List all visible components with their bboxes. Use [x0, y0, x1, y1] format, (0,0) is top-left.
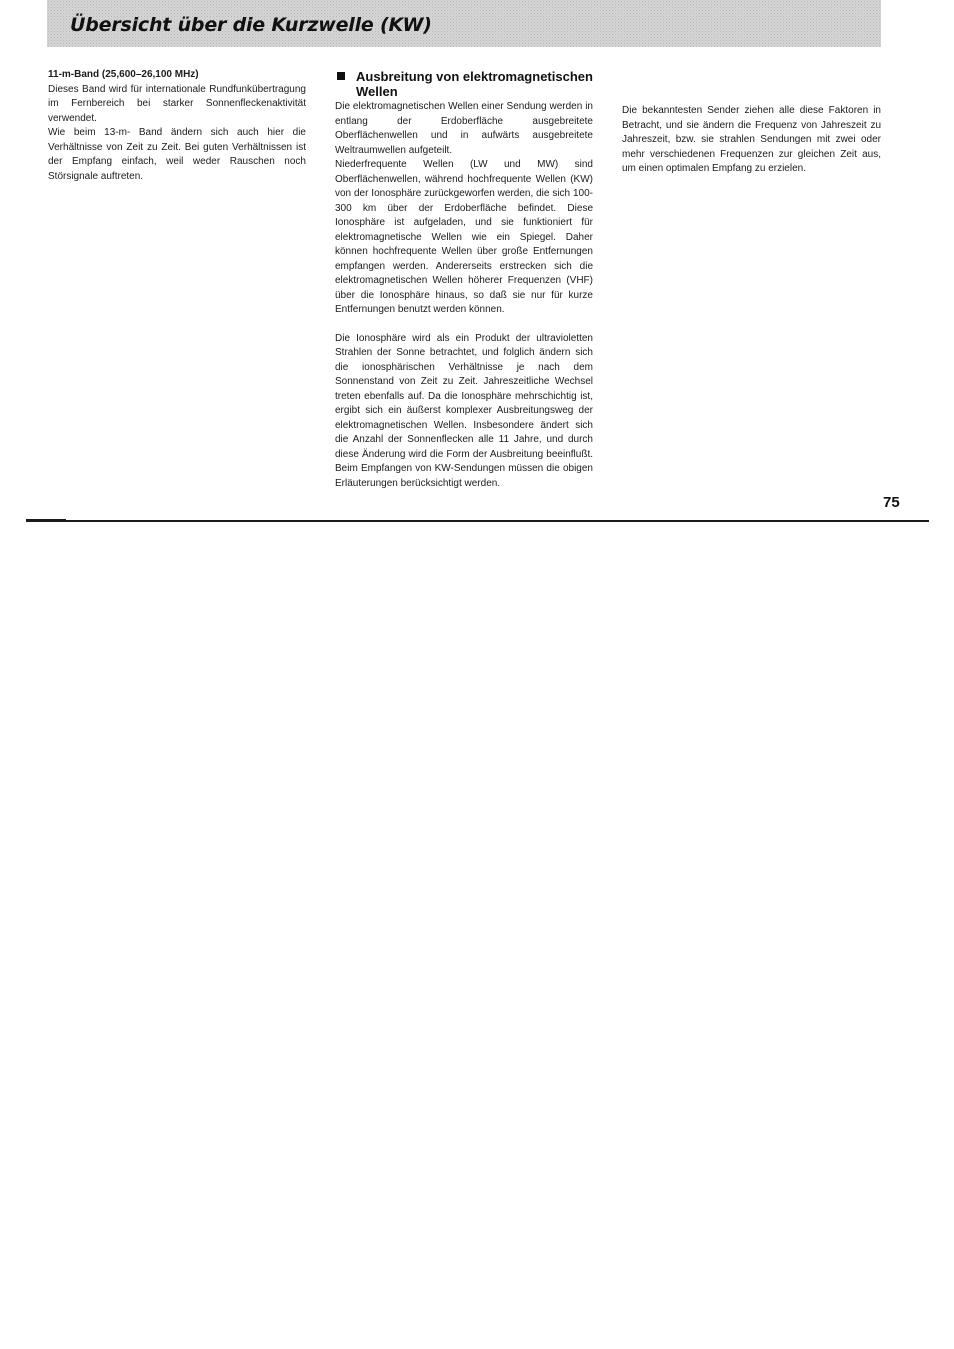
square-bullet-icon — [337, 72, 345, 80]
column-right — [622, 104, 881, 177]
paragraph: Die Ionosphäre wird als ein Produkt der ultravioletten Strahlen der Sonne betrachtet, und folglich ändern sich die ionosphärischen Verhältnisse je nach dem Sonnenstand von Zeit zu Zeit. Jahreszeitliche Wechsel treten ebenfalls auf. Da die Ionosphäre mehrschichtig ist, ergibt sich ein äußerst komplexer Ausbreitungsweg der elektromagnetischen Wellen. Insbesondere ändert sich die Anzahl der Sonnenflecken alle 11 Jahre, und durch diese Änderung wird die Form der Ausbreitung beeinflußt. Beim Empfangen von KW-Sendungen müssen die obigen Erläuterungen berücksichtigt werden. — [335, 332, 593, 489]
footer-rule — [26, 520, 929, 522]
page-number: 75 — [883, 494, 900, 511]
paragraph: Die elektromagnetischen Wellen einer Sendung werden in entlang der Erdoberfläche ausgebreitete Oberflächenwellen und in aufwärts ausgebreitete Weltraumwellen aufgeteilt. — [335, 101, 593, 156]
paragraph: Niederfrequente Wellen (LW und MW) sind Oberflächenwellen, während hochfrequente Wellen (KW) von der Ionosphäre zurückgeworfen werden, die sich 100-300 km über der Erdoberfläche befindet. Diese Ionosphäre ist aufgeladen, und sie funktioniert für elektromagnetische Wellen wie ein Spiegel. Daher können hochfrequente Wellen über große Entfernungen empfangen werden. Andererseits erstrecken sich die elektromagnetischen Wellen höherer Frequenzen (VHF) über die Ionosphäre hinaus, so daß sie nur für kurze Entfernungen benutzt werden können. — [335, 159, 593, 315]
footer-rule-accent — [26, 519, 66, 522]
paragraph: Wie beim 13-m- Band ändern sich auch hier die Verhältnisse von Zeit zu Zeit. Bei guten Verhältnissen ist der Empfang einfach, weil weder Rauschen noch Störsignale auftreten. — [48, 127, 306, 182]
page-title: Übersicht über die Kurzwelle (KW) — [70, 14, 432, 36]
section-heading — [335, 69, 593, 99]
band-subheading: 11-m-Band (25,600–26,100 MHz) — [48, 69, 199, 80]
paragraph-gap — [335, 318, 593, 332]
paragraph: Dieses Band wird für internationale Rundfunkübertragung im Fernbereich bei starker Sonnenfleckenaktivität verwendet. — [48, 83, 306, 124]
column-middle — [335, 69, 593, 491]
section-heading-text: Ausbreitung von elektromagnetischen Wellen — [356, 69, 593, 99]
column-left — [48, 68, 306, 184]
paragraph: Die bekanntesten Sender ziehen alle diese Faktoren in Betracht, und sie ändern die Frequenz von Jahreszeit zu Jahreszeit, bzw. sie strahlen Sendungen mit zwei oder mehr verschiedenen Frequenzen zur gleichen Zeit aus, um einen optimalen Empfang zu erzielen. — [622, 105, 881, 174]
